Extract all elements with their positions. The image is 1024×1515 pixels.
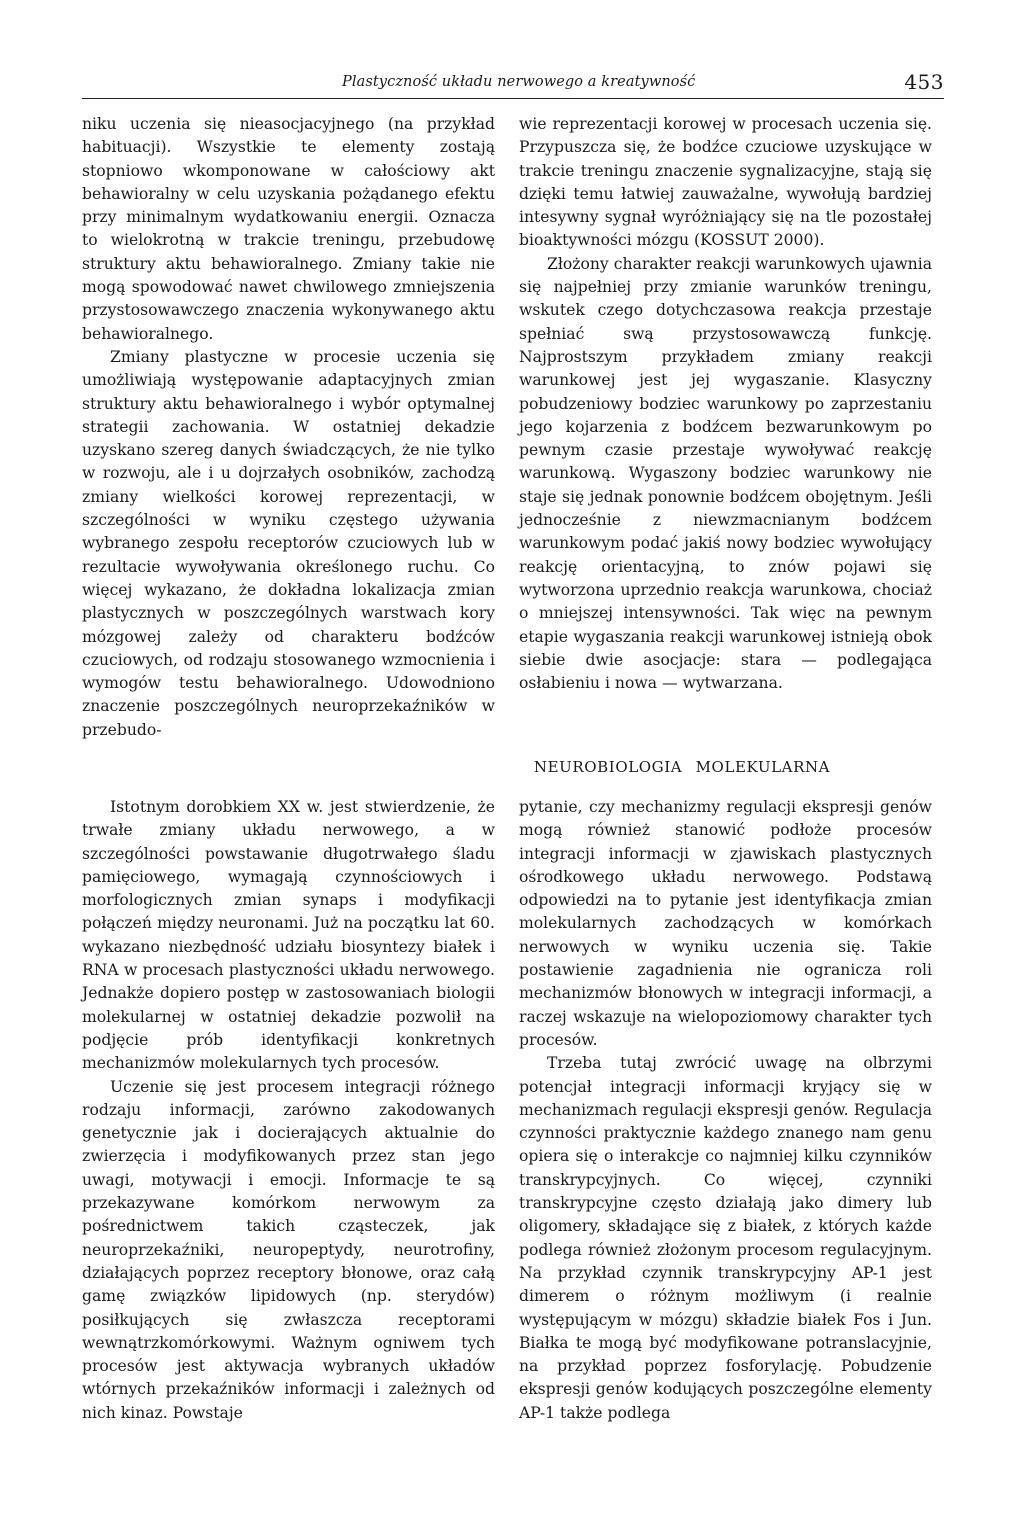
bottom-right-column — [519, 796, 932, 1425]
paragraph: wie reprezentacji korowej w procesach uczenia się. Przypuszcza się, że bodźce czuciowe uzyskujące w trakcie treningu znaczenie sygnalizacyjne, stają się dzięki temu łatwiej zauważalne, wywołują bardziej intesywny sygnał wyróżniający się na tle pozostałej bioaktywności mózgu (KOSSUT 2000). — [519, 115, 932, 250]
section-heading-part2: MOLEKULARNA — [695, 758, 831, 776]
paragraph: Złożony charakter reakcji warunkowych ujawnia się najpełniej przy zmianie warunków treningu, wskutek czego dotychczasowa reakcja przestaje spełniać swą przystosowawczą funkcję. Najprostszym przykładem zmiany reakcji warunkowej jest jej wygaszanie. Klasyczny pobudzeniowy bodziec warunkowy po zaprzestaniu jego kojarzenia z bodźcem bezwarunkowym po pewnym czasie przestaje wywoływać reakcję warunkową. Wygaszony bodziec warunkowy nie staje się jednak ponownie bodźcem obojętnym. Jeśli jednocześnie z niewzmacnianym bodźcem warunkowym podać jakiś nowy bodziec wywołujący reakcję orientacyjną, to znów pojawi się wytworzona uprzednio reakcja warunkowa, chociaż o mniejszej intensywności. Tak więc na pewnym etapie wygaszania reakcji warunkowej istnieją obok siebie dwie asocjacje: stara — podlegająca osłabieniu i nowa — wytwarzana. — [519, 254, 932, 693]
top-left-column — [82, 113, 495, 742]
paragraph: niku uczenia się nieasocjacyjnego (na przykład habituacji). Wszystkie te elementy zostają stopniowo wkomponowane w całościowy akt behawioralny w celu uzyskania pożądanego efektu przy minimalnym wydatkowaniu energii. Oznacza to wielokrotną w trakcie treningu, przebudowę struktury aktu behawioralnego. Zmiany takie nie mogą spowodować nawet chwilowego zmniejszenia przystosowawczego znaczenia wykonywanego aktu behawioralnego. — [82, 115, 495, 343]
paragraph: pytanie, czy mechanizmy regulacji ekspresji genów mogą również stanowić podłoże procesów integracji informacji w zjawiskach plastycznych ośrodkowego układu nerwowego. Podstawą odpowiedzi na to pytanie jest identyfikacja zmian molekularnych zachodzących w komórkach nerwowych w wyniku uczenia się. Takie postawienie zagadnienia nie ogranicza roli mechanizmów błonowych w integracji informacji, a raczej wskazuje na wielopoziomowy charakter tych procesów. — [519, 798, 932, 1049]
section-heading-part1: NEUROBIOLOGIA — [533, 758, 683, 776]
bottom-left-column — [82, 796, 495, 1425]
paragraph: Zmiany plastyczne w procesie uczenia się umożliwiają występowanie adaptacyjnych zmian struktury aktu behawioralnego i wybór optymalnej strategii zachowania. W ostatniej dekadzie uzyskano szereg danych świadczących, że nie tylko w rozwoju, ale i u dojrzałych osobników, zachodzą zmiany wielkości korowej reprezentacji, w szczególności w wyniku częstego używania wybranego zespołu receptorów czuciowych lub w rezultacie wywoływania określonego ruchu. Co więcej wykazano, że dokładna lokalizacja zmian plastycznych w poszczególnych warstwach kory mózgowej zależy od charakteru bodźców czuciowych, od rodzaju stosowanego wzmocnienia i wymogów testu behawioralnego. Udowodniono znaczenie poszczególnych neuroprzekaźników w przebudo- — [82, 347, 495, 739]
paragraph: Trzeba tutaj zwrócić uwagę na olbrzymi potencjał integracji informacji kryjący się w mechanizmach regulacji ekspresji genów. Regulacja czynności praktycznie każdego znanego nam genu opiera się o interakcje co najmniej kilku czynników transkrypcyjnych. Co więcej, czynniki transkrypcyjne często działają jako dimery lub oligomery, składające się z białek, z których każde podlega również złożonym procesom regulacyjnym. Na przykład czynnik transkrypcyjny AP-1 jest dimerem o różnym możliwym (i realnie występującym w mózgu) składzie białek Fos i Jun. Białka te mogą być modyfikowane potranslacyjnie, na przykład poprzez fosforylację. Pobudzenie ekspresji genów kodujących poszczególne elementy AP-1 także podlega — [519, 1054, 932, 1422]
top-right-column — [519, 113, 932, 695]
page-number: 453 — [904, 70, 944, 94]
running-title: Plastyczność układu nerwowego a kreatywność — [342, 74, 696, 90]
paragraph: Istotnym dorobkiem XX w. jest stwierdzenie, że trwałe zmiany układu nerwowego, a w szczególności powstawanie długotrwałego śladu pamięciowego, wymagają czynnościowych i morfologicznych zmian synaps i modyfikacji połączeń między neuronami. Już na początku lat 60. wykazano niezbędność udziału biosyntezy białek i RNA w procesach plastyczności układu nerwowego. Jednakże dopiero postęp w zastosowaniach biologii molekularnej w ostatniej dekadzie pozwolił na podjęcie prób identyfikacji konkretnych mechanizmów molekularnych tych procesów. — [82, 798, 495, 1073]
section-heading — [0, 758, 1024, 776]
page-header — [82, 70, 944, 99]
paragraph: Uczenie się jest procesem integracji różnego rodzaju informacji, zarówno zakodowanych genetycznie jak i docierających aktualnie do zwierzęcia i modyfikowanych przez stan jego uwagi, motywacji i emocji. Informacje te są przekazywane komórkom nerwowym za pośrednictwem takich cząsteczek, jak neuroprzekaźniki, neuropeptydy, neurotrofiny, działających poprzez receptory błonowe, oraz całą gamę związków lipidowych (np. sterydów) posiłkujących się zwłaszcza receptorami wewnątrzkomórkowymi. Ważnym ogniwem tych procesów jest aktywacja wybranych układów wtórnych przekaźników informacji i zależnych od nich kinaz. Powstaje — [82, 1077, 495, 1422]
